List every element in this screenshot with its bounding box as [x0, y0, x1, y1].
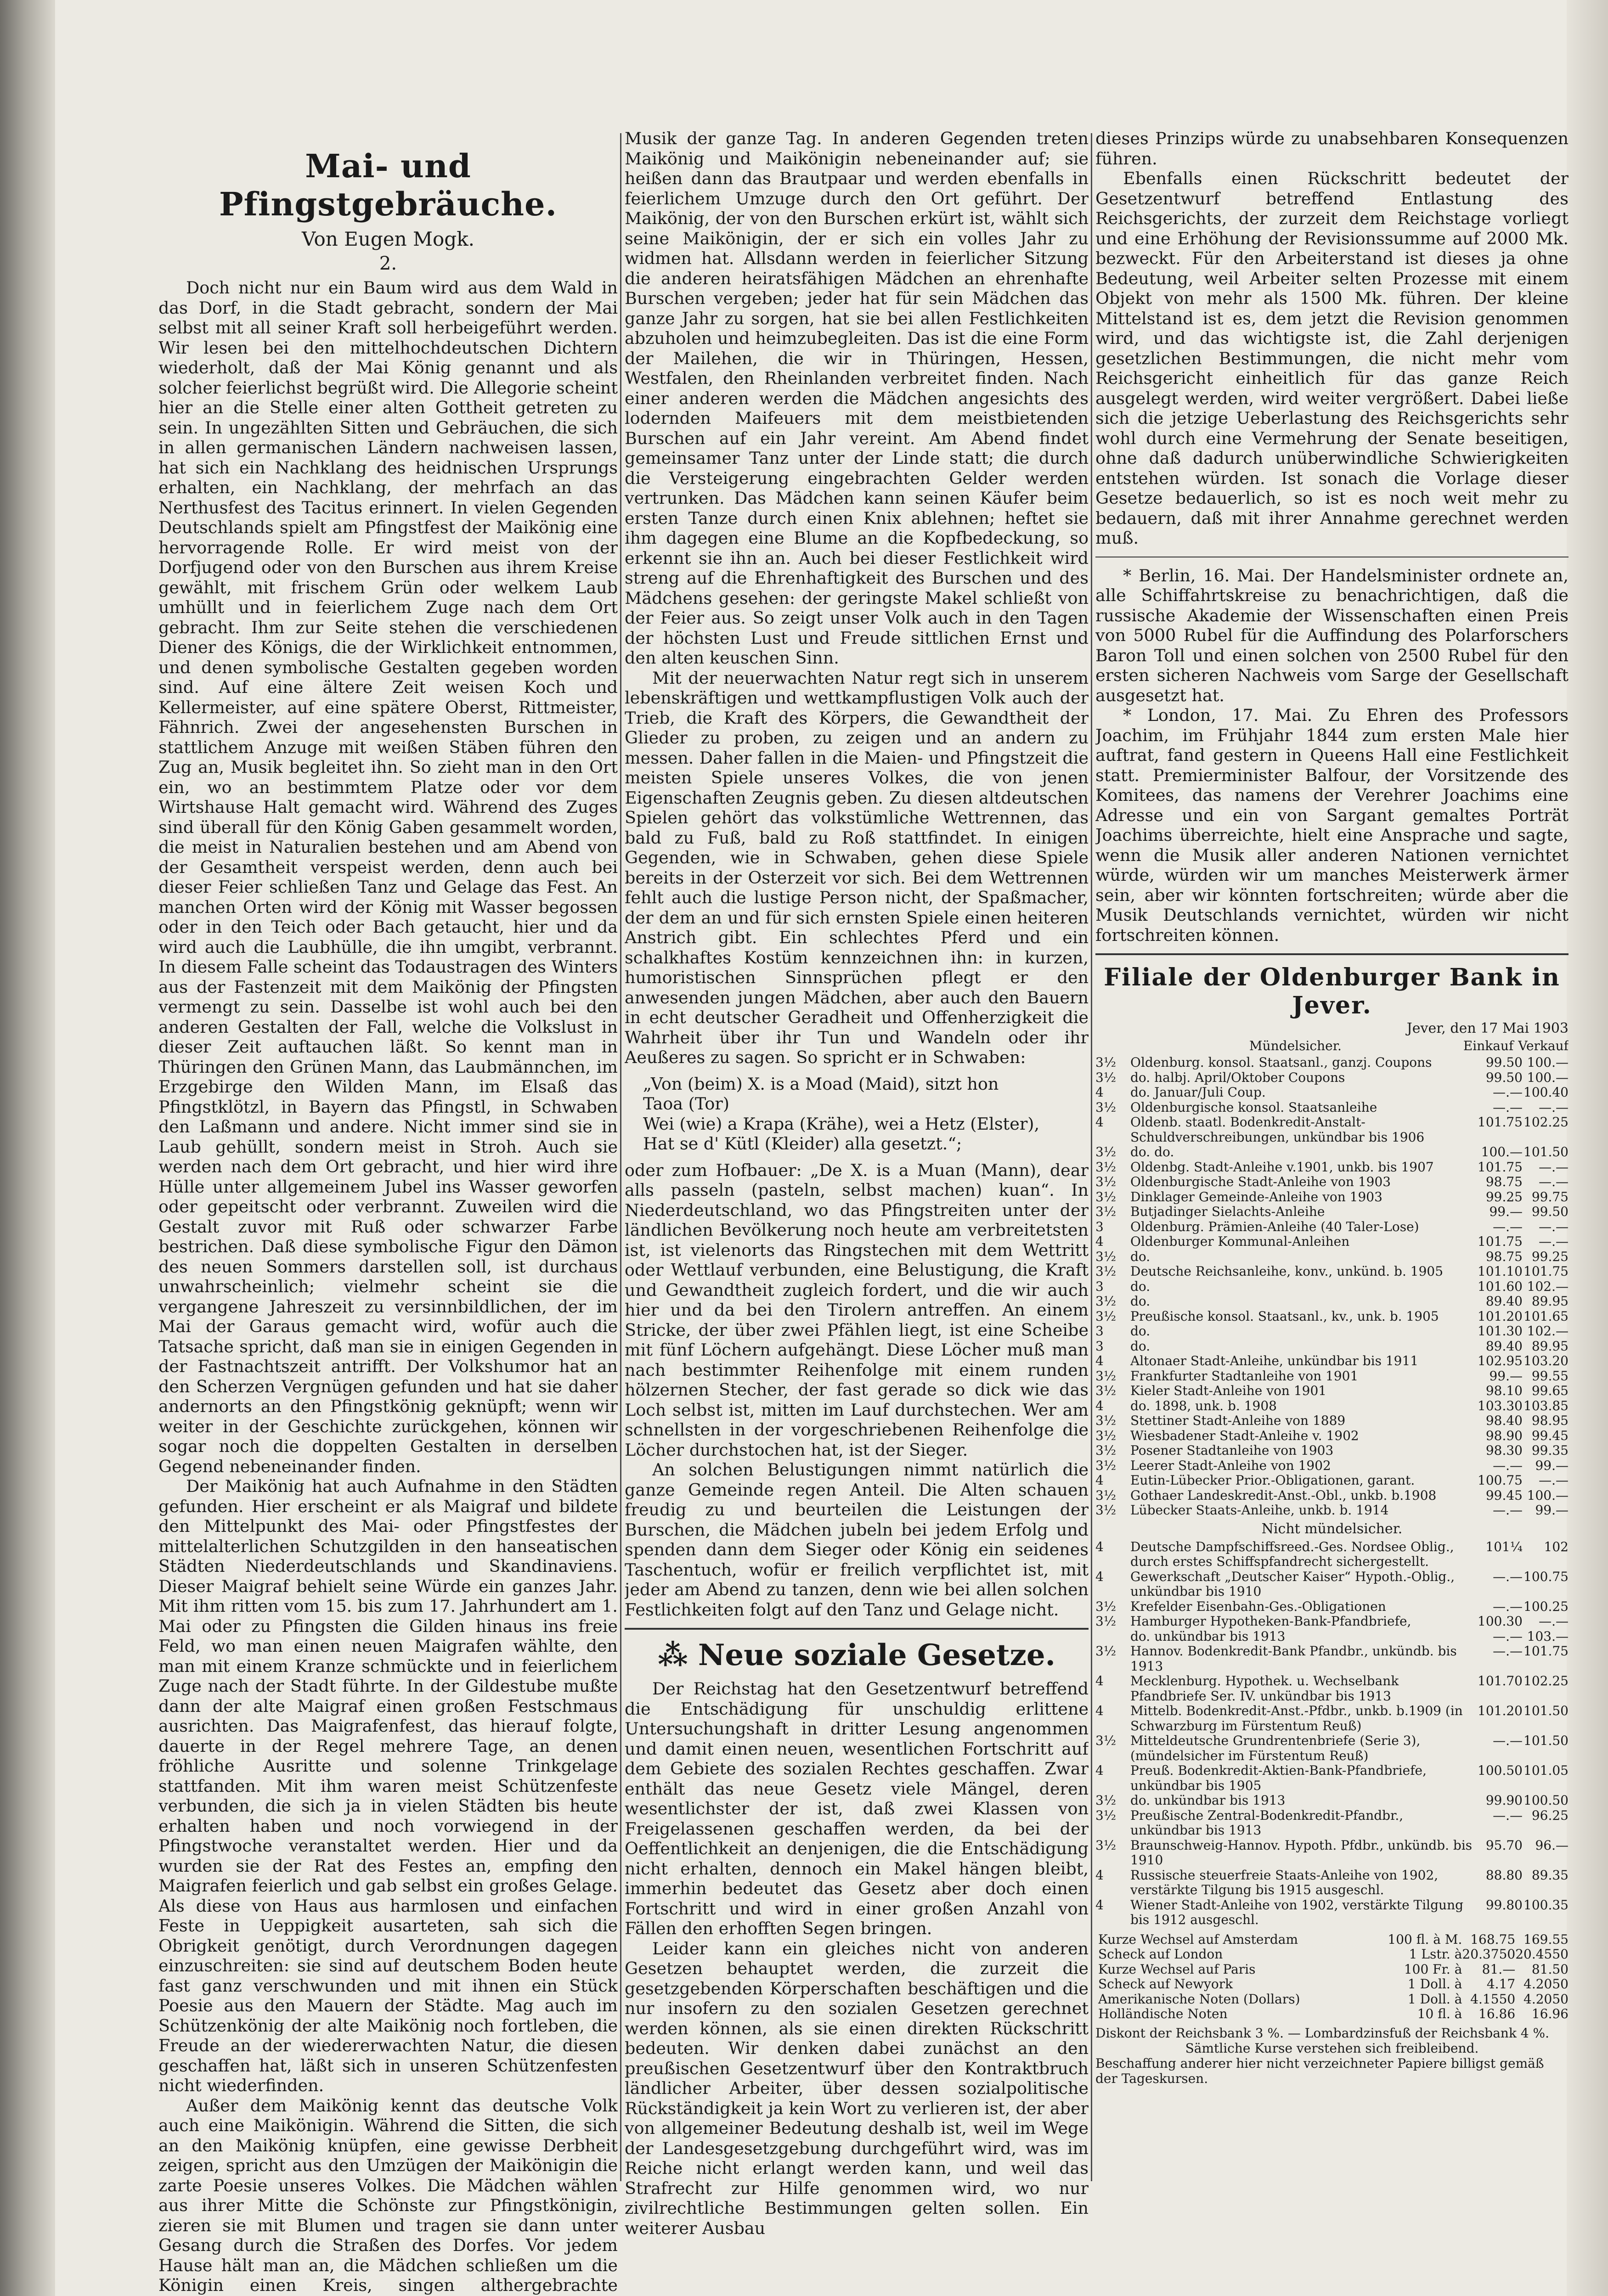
bond-buy: 100.30 [1478, 1614, 1523, 1629]
bank-footnotes [1095, 2026, 1569, 2086]
bond-row [1095, 1898, 1569, 1928]
bond-row [1095, 1100, 1569, 1115]
bond-buy: —.— [1493, 1628, 1523, 1644]
bond-buy: 99.— [1489, 1204, 1523, 1219]
bond-row [1095, 1324, 1569, 1339]
bond-row [1095, 1733, 1569, 1763]
bond-rate: 4 [1095, 1867, 1104, 1883]
bond-name: Braunschweig-Hannov. Hypoth. Pfdbr., unkündb. bis 1910 [1130, 1837, 1473, 1868]
bond-name: Preuß. Bodenkredit-Aktien-Bank-Pfandbriefe, unkündbar bis 1905 [1130, 1763, 1427, 1793]
bond-sell: 89.35 [1531, 1867, 1569, 1883]
bond-row [1095, 1055, 1569, 1070]
bond-sell: 103.— [1527, 1628, 1569, 1644]
bond-name: do. unkündbar bis 1913 [1130, 1793, 1286, 1808]
bond-row [1095, 1599, 1569, 1615]
bond-buy: 99.25 [1485, 1189, 1523, 1204]
bank-separator [1095, 953, 1569, 955]
bond-rate: 3½ [1095, 1443, 1116, 1458]
article-paragraph: Ebenfalls einen Rückschritt bedeutet der Gesetzentwurf betreffend Entlastung des Reichsgerichts, der zurzeit dem Reichstage vorliegt und eine Erhöhung der Revisionssumme auf 2000 Mk. bezweckt. Für den Arbeiterstand ist dieses ja ohne Bedeutung, weil Arbeiter selten Prozesse mit einem Objekt von mehr als 1500 Mk. führen. Der kleine Mittelstand ist es, dem jetzt die Revision genommen wird, und das wichtigste ist, die Zahl derjenigen gesetzlichen Bestimmungen, die nicht mehr vom Reichsgericht einheitlich für das ganze Reich ausgelegt werden, wird weiter vergrößert. Dabei ließe sich die jetzige Ueberlastung des Reichsgerichts sehr wohl durch eine Vermehrung der Senate beseitigen, ohne daß dadurch unüberwindliche Schwierigkeiten entstehen würden. Ist sonach die Vorlage dieser Gesetze bedauerlich, so ist es noch weit mehr zu bedauern, daß mit ihrer Annahme gerechnet werden muß. [1095, 169, 1569, 548]
bond-name: Dinklager Gemeinde-Anleihe von 1903 [1130, 1189, 1382, 1204]
article-part-number: 2. [379, 253, 397, 274]
bond-sell: 99.65 [1531, 1383, 1569, 1398]
bond-sell: 96.— [1535, 1837, 1569, 1853]
bond-rate: 3½ [1095, 1055, 1116, 1070]
bond-buy: 89.40 [1485, 1294, 1523, 1309]
bond-row [1095, 1354, 1569, 1369]
bond-sell: 98.95 [1531, 1413, 1569, 1428]
bond-row [1095, 1793, 1569, 1808]
bond-row [1095, 1085, 1569, 1100]
bond-rate: 3½ [1095, 1458, 1116, 1473]
bond-sell: 102.— [1527, 1323, 1569, 1339]
bond-name: Preußische konsol. Staatsanl., kv., unk. b. 1905 [1130, 1308, 1439, 1324]
bond-rate: 3½ [1095, 1383, 1116, 1398]
bond-rate: 3½ [1095, 1174, 1116, 1189]
bond-rate: 3½ [1095, 1413, 1116, 1428]
bond-row [1095, 1413, 1569, 1429]
section-label-nicht-muendelsicher: Nicht mündelsicher. [1261, 1520, 1403, 1537]
bond-sell: 89.95 [1531, 1294, 1569, 1309]
bond-name: Gothaer Landeskredit-Anst.-Obl., unkb. b.1908 [1130, 1487, 1437, 1503]
exchange-row [1095, 1962, 1569, 1977]
bond-sell: 101.75 [1523, 1264, 1569, 1279]
bond-buy: 98.30 [1485, 1443, 1523, 1458]
bond-row [1095, 1838, 1569, 1868]
bond-name: Russische steuerfreie Staats-Anleihe von 1902, verstärkte Tilgung bis 1915 ausgeschl. [1130, 1867, 1439, 1897]
footnote-discount: Diskont der Reichsbank 3 %. — Lombardzinsfuß der Reichsbank 4 %. [1095, 2025, 1550, 2041]
bond-row [1095, 1704, 1569, 1733]
bond-name: Mitteldeutsche Grundrentenbriefe (Serie 3), (mündelsicher im Fürstentum Reuß) [1130, 1733, 1421, 1763]
bond-sell: —.— [1539, 1473, 1569, 1488]
column-2 [625, 129, 1089, 2238]
bond-sell: 100.— [1527, 1487, 1569, 1503]
bond-name: Hamburger Hypotheken-Bank-Pfandbriefe, [1130, 1614, 1411, 1629]
bond-rate: 3 [1095, 1278, 1104, 1294]
bond-rate: 3 [1095, 1338, 1104, 1354]
bond-row [1095, 1309, 1569, 1324]
bond-rate: 3½ [1095, 1294, 1116, 1309]
bond-row [1095, 1249, 1569, 1265]
bond-buy: 101.20 [1478, 1703, 1523, 1718]
bond-rate: 3½ [1095, 1099, 1116, 1115]
bond-rate: 3½ [1095, 1807, 1116, 1823]
page-edge-right [1567, 0, 1608, 2296]
bond-name: do. halbj. April/Oktober Coupons [1130, 1069, 1345, 1085]
bond-sell: 100.75 [1523, 1569, 1569, 1584]
bond-row [1095, 1145, 1569, 1160]
bond-name: Eutin-Lübecker Prior.-Obligationen, garant. [1130, 1473, 1415, 1488]
bond-rate: 3½ [1095, 1144, 1116, 1159]
exchange-label: Kurze Wechsel auf Paris [1098, 1961, 1256, 1977]
bond-table-nicht-muendelsicher [1095, 1540, 1569, 1928]
bond-row [1095, 1488, 1569, 1503]
bond-rate: 3½ [1095, 1643, 1116, 1659]
bond-sell: 101.50 [1523, 1733, 1569, 1748]
bond-sell: 99.55 [1531, 1368, 1569, 1384]
bond-sell: 99.45 [1531, 1428, 1569, 1443]
bond-rate: 3½ [1095, 1614, 1116, 1629]
bond-sell: —.— [1539, 1159, 1569, 1175]
bond-buy: 99.80 [1485, 1897, 1523, 1913]
exchange-unit: 10 fl. à [1417, 2006, 1462, 2021]
exchange-unit: 1 Doll. à [1407, 1991, 1462, 2007]
bond-rate: 3 [1095, 1219, 1104, 1234]
bond-rate: 3½ [1095, 1598, 1116, 1614]
bond-sell: 102.25 [1523, 1673, 1569, 1688]
bond-name: Oldenburg. konsol. Staatsanl., ganzj. Coupons [1130, 1055, 1432, 1070]
bond-sell: —.— [1539, 1099, 1569, 1115]
bond-buy: 98.75 [1485, 1249, 1523, 1264]
bond-buy: 100.75 [1478, 1473, 1523, 1488]
bond-buy: 101.30 [1478, 1323, 1523, 1339]
bond-buy: 98.90 [1485, 1428, 1523, 1443]
bank-date: Jever, den 17 Mai 1903 [1406, 1020, 1569, 1036]
exchange-label: Scheck auf Newyork [1098, 1976, 1233, 1992]
bond-rate: 3½ [1095, 1837, 1116, 1853]
bond-name: Gewerkschaft „Deutscher Kaiser“ Hypoth.-Oblig., unkündbar bis 1910 [1130, 1569, 1455, 1599]
exchange-label: Scheck auf London [1098, 1947, 1223, 1962]
bond-rate: 4 [1095, 1569, 1104, 1584]
bond-row [1095, 1115, 1569, 1145]
bond-sell: —.— [1539, 1219, 1569, 1234]
bond-rate: 3½ [1095, 1733, 1116, 1748]
bond-buy: —.— [1493, 1598, 1523, 1614]
bond-name: Mittelb. Bodenkredit-Anst.-Pfdbr., unkb. b.1909 (in Schwarzburg im Fürstentum Reuß) [1130, 1703, 1463, 1733]
bond-row [1095, 1369, 1569, 1384]
bond-row [1095, 1234, 1569, 1249]
bond-name: Oldenbg. Stadt-Anleihe v.1901, unkb. bis 1907 [1130, 1159, 1434, 1175]
bank-title: Filiale der Oldenburger Bank in Jever. [1104, 963, 1560, 1019]
bond-rate: 4 [1095, 1398, 1104, 1413]
exchange-sell: 4.2050 [1523, 1976, 1569, 1992]
bond-row [1095, 1868, 1569, 1898]
column-3 [1095, 129, 1569, 2086]
bond-buy: —.— [1493, 1807, 1523, 1823]
article-paragraph: Leider kann ein gleiches nicht von anderen Gesetzen behauptet werden, die zurzeit die gesetzgebenden Körperschaften beschäftigen und die nur insofern zu den sozialen Gesetzen gerechnet werden können, als sie einen direkten Rückschritt bedeuten. Wir denken dabei zunächst an den preußischen Gesetzentwurf über den Kontraktbruch ländlicher Arbeiter, über dessen sozialpolitische Rückständigkeit ja kein Wort zu verlieren ist, der aber von allgemeiner Bedeutung deshalb ist, weil im Wege der Landesgesetzgebung durchgeführt wird, was im Reiche nicht erlangt werden kann, und weil das Strafrecht zur Hilfe genommen wird, wo nur zivilrechtliche Bestimmungen gelten sollen. Ein weiterer Ausbau [625, 1938, 1089, 2238]
col-buy-label: Einkauf [1463, 1038, 1514, 1053]
article-title-soziale-gesetze: ⁂ Neue soziale Gesetze. [658, 1638, 1055, 1672]
exchange-buy: 4.17 [1486, 1976, 1516, 1992]
bond-buy: —.— [1493, 1085, 1523, 1100]
bond-sell: 99.— [1535, 1503, 1569, 1518]
bond-sell: 99.50 [1531, 1204, 1569, 1219]
bond-buy: 101.20 [1478, 1308, 1523, 1324]
bond-buy: 100.— [1481, 1144, 1523, 1159]
bond-row [1095, 1339, 1569, 1354]
article-paragraph: oder zum Hofbauer: „De X. is a Muan (Mann), dear alls passeln (pasteln, selbst machen) kuan“. In Niederdeutschland, wo das Pfingstreiten unter der ländlichen Bevölkerung noch heute am verbreitetsten ist, ist vielenorts das Ringstechen mit dem Wettritt oder Wettlauf verbunden, eine Belustigung, die Kraft und Gewandtheit zugleich fordert, und die wir auch hier und da bei den Tirolern antreffen. An einem Stricke, der über zwei Pfählen liegt, ist eine Scheibe mit fünf Löchern aufgehängt. Diese Löcher muß man nach bestimmter Reihenfolge mit einem runden hölzernen Stecher, der fast gerade so dick wie das Loch selbst ist, mitten im Lauf durchstechen. Wer am schnellsten in der vorgeschriebenen Reihenfolge die Löcher durchstochen hat, ist der Sieger. [625, 1160, 1089, 1460]
bond-rate: 4 [1095, 1763, 1104, 1778]
bond-name: Preußische Zentral-Bodenkredit-Pfandbr., unkündbar bis 1913 [1130, 1807, 1404, 1838]
article-paragraph: Der Reichstag hat den Gesetzentwurf betreffend die Entschädigung für unschuldig erlittene Untersuchungshaft in dritter Lesung angenommen und damit einen neuen, wesentlichen Fortschritt auf dem Gebiete des sozialen Rechtes geschaffen. Zwar enthält das neue Gesetz viele Mängel, deren wesentlichster der ist, daß zwei Klassen von Freigelassenen geschaffen werden, da bei der Oeffentlichkeit an denjenigen, die die Entschädigung nicht erhalten, dennoch ein Makel hängen bleibt, immerhin bedeutet das Gesetz aber doch einen Fortschritt und wird in einer großen Anzahl von Fällen den erhofften Segen bringen. [625, 1679, 1089, 1938]
bond-name: Wiesbadener Stadt-Anleihe v. 1902 [1130, 1428, 1359, 1443]
bond-rate: 3½ [1095, 1503, 1116, 1518]
bond-buy: 99.90 [1485, 1793, 1523, 1808]
bond-row [1095, 1644, 1569, 1674]
bond-buy: 101.75 [1478, 1114, 1523, 1130]
bond-name: Frankfurter Stadtanleihe von 1901 [1130, 1368, 1359, 1384]
bond-sell: 100.— [1527, 1055, 1569, 1070]
exchange-sell: 4.2050 [1523, 1991, 1569, 2007]
bond-rate: 4 [1095, 1085, 1104, 1100]
bond-sell: 96.25 [1531, 1807, 1569, 1823]
bond-sell: 99.35 [1531, 1443, 1569, 1458]
column-1 [158, 129, 618, 2296]
bond-name: do. do. [1130, 1144, 1174, 1159]
bond-sell: 101.50 [1523, 1144, 1569, 1159]
bond-row [1095, 1503, 1569, 1518]
footnote-beschaffung: Beschaffung anderer hier nicht verzeichneter Papiere billigst gemäß der Tageskursen. [1095, 2055, 1544, 2086]
bond-rate: 4 [1095, 1897, 1104, 1913]
bond-sell: 103.85 [1523, 1398, 1569, 1413]
bond-name: Stettiner Stadt-Anleihe von 1889 [1130, 1413, 1346, 1428]
article-paragraph: Musik der ganze Tag. In anderen Gegenden treten Maikönig und Maikönigin nebeneinander auf; sie heißen dann das Brautpaar und werden ebenfalls in feierlichem Umzuge durch den Ort geführt. Der Maikönig, der von den Burschen erkürt ist, wählt sich seine Maikönigin, der er sich ein volles Jahr zu widmen hat. Allsdann werden in feierlicher Sitzung die anderen heiratsfähigen Mädchen an ehrenhafte Burschen vergeben; jeder hat für sein Mädchen das ganze Jahr zu sorgen, hat sie bei allen Festlichkeiten abzuholen und heimzubegleiten. Das ist die eine Form der Mailehen, die wir in Thüringen, Hessen, Westfalen, den Rheinlanden verbreitet finden. Nach einer anderen werden die Mädchen angesichts des lodernden Maifeuers mit dem meistbietenden Burschen auf ein Jahr vereint. Am Abend findet gemeinsamer Tanz unter der Linde statt; die durch die Versteigerung eingebrachten Gelder werden vertrunken. Das Mädchen kann seinen Käufer beim ersten Tanze durch einen Knix ablehnen; heftet sie ihm dagegen eine Blume an die Kopfbedeckung, so erkennt sie ihn an. Auch bei dieser Festlichkeit wird streng auf die Ehrenhaftigkeit des Burschen und des Mädchens gesehen: der geringste Makel schließt von der Feier aus. So zeigt unser Volk auch in den Tagen der höchsten Lust und Freude sittlichen Ernst und den alten keuschen Sinn. [625, 129, 1089, 668]
exchange-label: Holländische Noten [1098, 2006, 1228, 2021]
bond-rate: 4 [1095, 1703, 1104, 1718]
bond-name: Krefelder Eisenbahn-Ges.-Obligationen [1130, 1598, 1386, 1614]
bond-name: do. [1130, 1278, 1151, 1294]
bond-buy: 101¼ [1485, 1539, 1523, 1554]
bond-buy: 101.10 [1478, 1264, 1523, 1279]
section-label-muendelsicher: Mündelsicher. [1249, 1038, 1342, 1053]
col-sell-label: Verkauf [1518, 1038, 1569, 1053]
page-gutter-left [0, 0, 55, 2296]
bond-sell: —.— [1539, 1234, 1569, 1249]
bond-buy: 99.50 [1485, 1055, 1523, 1070]
bond-sell: 100.50 [1523, 1793, 1569, 1808]
exchange-buy: 20.3750 [1462, 1947, 1516, 1962]
bond-name: Hannov. Bodenkredit-Bank Pfandbr., unkündb. bis 1913 [1130, 1643, 1457, 1674]
bond-name: Deutsche Dampfschiffsreed.-Ges. Nordsee Oblig., durch erstes Schiffspfandrecht sichergestellt. [1130, 1539, 1454, 1569]
bond-buy: 100.50 [1478, 1763, 1523, 1778]
dialect-verse: „Von (beim) X. is a Moad (Maid), sitzt hon Taoa (Tor) Wei (wie) a Krapa (Krähe), wei a Hetz (Elster), Hat se d' Kütl (Kleider) alla gesetzt.“; [643, 1074, 1040, 1154]
bond-rate: 4 [1095, 1673, 1104, 1688]
bond-row [1095, 1570, 1569, 1599]
bond-buy: 101.75 [1478, 1159, 1523, 1175]
bond-row [1095, 1540, 1569, 1570]
bond-buy: 89.40 [1485, 1338, 1523, 1354]
news-item-london: * London, 17. Mai. Zu Ehren des Professors Joachim, im Frühjahr 1844 zum ersten Male hier auftrat, fand gestern in Queens Hall eine Festlichkeit statt. Premierminister Balfour, der Vorsitzende des Komitees, das namens der Verehrer Joachims eine Adresse und ein von Sargant gemaltes Porträt Joachims überreichte, hielt eine Ansprache und sagte, wenn die Musik aller anderen Nationen vernichtet würde, würden wir um manches Meisterwerk ärmer sein, aber wir könnten fortschreiten; würde aber die Musik Deutschlands vernichtet, würden wir nicht fortschreiten können. [1095, 705, 1569, 945]
bond-row [1095, 1458, 1569, 1474]
article-paragraph: Der Maikönig hat auch Aufnahme in den Städten gefunden. Hier erscheint er als Maigraf und bildete den Mittelpunkt des Mai- oder Pfingstfestes der mittelalterlichen Schutzgilden in den hanseatischen Städten Niederdeutschlands und Skandinaviens. Dieser Maigraf behielt seine Würde ein ganzes Jahr. Mit ihm ritten vom 15. bis zum 17. Jahrhundert am 1. Mai oder zu Pfingsten die Gilden hinaus ins freie Feld, wo man einen neuen Maigrafen wählte, den man mit einem Kranze schmückte und in feierlichem Zuge nach der Stadt führte. In der Gildestube mußte dann der alte Maigraf einen großen Festschmaus ausrichten. Das Maigrafenfest, das hierauf folgte, dauerte in der Regel mehrere Tage, an denen fröhliche Ausritte und solenne Trinkgelage stattfanden. Mit ihm waren meist Schützenfeste verbunden, die sich ja in vielen Städten bis heute erhalten haben und noch vorwiegend in der Pfingstwoche veranstaltet werden. Hier und da wurden sie der Rat des Festes an, empfing den Maigrafen feierlich und gab selbst ein großes Gelage. Als diese von Haus aus harmlosen und einfachen Feste in Ueppigkeit ausarteten, sah sich die Obrigkeit genötigt, durch Verordnungen dagegen einzuschreiten: sie sind auf deutschem Boden heute fast ganz verschwunden und mit ihnen ein Stück Poesie aus den Mauern der Städte. Mag auch im Schützenkönig der alte Maikönig noch fortleben, die Freude an der wiedererwachten Natur, die diesen geschaffen hat, läßt sich in unseren Schützenfesten nicht wiederfinden. [158, 1476, 618, 2095]
bond-name: Oldenburgische Stadt-Anleihe von 1903 [1130, 1174, 1391, 1189]
bond-row [1095, 1384, 1569, 1399]
bond-name: do. [1130, 1249, 1151, 1264]
bond-rate: 3½ [1095, 1308, 1116, 1324]
bond-sell: 100.25 [1523, 1598, 1569, 1614]
exchange-label: Kurze Wechsel auf Amsterdam [1098, 1931, 1298, 1947]
article-paragraph: dieses Prinzips würde zu unabsehbaren Konsequenzen führen. [1095, 129, 1569, 169]
bond-rate: 3½ [1095, 1428, 1116, 1443]
bank-quotes [1095, 963, 1569, 2086]
bond-buy: 98.10 [1485, 1383, 1523, 1398]
bond-buy: 101.70 [1478, 1673, 1523, 1688]
bond-name: Wiener Stadt-Anleihe von 1902, verstärkte Tilgung bis 1912 ausgeschl. [1130, 1897, 1464, 1927]
bank-column-headers [1095, 1038, 1569, 1053]
bond-name: Deutsche Reichsanleihe, konv., unkünd. b. 1905 [1130, 1264, 1444, 1279]
exchange-buy: 168.75 [1470, 1931, 1516, 1947]
bond-row [1095, 1294, 1569, 1309]
bond-sell: 101.50 [1523, 1703, 1569, 1718]
bond-sell: —.— [1539, 1174, 1569, 1189]
bond-name: Posener Stadtanleihe von 1903 [1130, 1443, 1334, 1458]
bond-rate: 3½ [1095, 1368, 1116, 1384]
bond-row [1095, 1175, 1569, 1190]
bond-sell: 102 [1544, 1539, 1569, 1554]
bond-row [1095, 1808, 1569, 1838]
bond-rate: 4 [1095, 1234, 1104, 1249]
bond-sell: 101.05 [1523, 1763, 1569, 1778]
exchange-unit: 1 Doll. à [1407, 1976, 1462, 1992]
bond-name: Leerer Stadt-Anleihe von 1902 [1130, 1458, 1331, 1473]
exchange-sell: 169.55 [1523, 1931, 1569, 1947]
bond-rate: 3½ [1095, 1487, 1116, 1503]
article-separator [625, 1628, 1089, 1630]
bond-name: do. [1130, 1323, 1151, 1339]
bond-sell: 99.— [1535, 1458, 1569, 1473]
bond-buy: 88.80 [1485, 1867, 1523, 1883]
exchange-sell: 16.96 [1531, 2006, 1569, 2021]
bond-row [1095, 1763, 1569, 1793]
bond-buy: 99.50 [1485, 1069, 1523, 1085]
bond-rate: 4 [1095, 1353, 1104, 1368]
bond-row [1095, 1443, 1569, 1458]
bond-name: do. unkündbar bis 1913 [1130, 1628, 1286, 1644]
bond-name: Kieler Stadt-Anleihe von 1901 [1130, 1383, 1327, 1398]
footnote-freibleibend: Sämtliche Kurse verstehen sich freibleibend. [1185, 2040, 1479, 2056]
bond-rate: 3½ [1095, 1189, 1116, 1204]
bond-name: do. Januar/Juli Coup. [1130, 1085, 1266, 1100]
bond-rate: 3½ [1095, 1249, 1116, 1264]
bond-buy: —.— [1493, 1643, 1523, 1659]
bond-rate: 3 [1095, 1323, 1104, 1339]
bond-row [1095, 1629, 1569, 1644]
article-paragraph: Außer dem Maikönig kennt das deutsche Volk auch eine Maikönigin. Während die Sitten, die sich an den Maikönig knüpfen, eine gewisse Derbheit zeigen, spricht aus den Umzügen der Maikönigin die zarte Poesie unseres Volkes. Die Mädchen wählen aus ihrer Mitte die Schönste zur Pfingstkönigin, zieren sie mit Blumen und tragen sie dann unter Gesang durch die Straßen des Dorfes. Vor jedem Hause hält man an, die Mädchen schließen um die Königin einen Kreis, singen althergebrachte [158, 2095, 618, 2295]
bond-row [1095, 1429, 1569, 1444]
bond-buy: —.— [1493, 1503, 1523, 1518]
exchange-buy: 81.— [1482, 1961, 1516, 1977]
bond-rate: 4 [1095, 1473, 1104, 1488]
bond-sell: 99.25 [1531, 1249, 1569, 1264]
bond-row [1095, 1674, 1569, 1704]
bond-buy: 98.75 [1485, 1174, 1523, 1189]
article-paragraph: Mit der neuerwachten Natur regt sich in unserem lebenskräftigen und wettkampflustigen Volk auch der Trieb, die Kraft des Körpers, die Gewandtheit der Glieder zu proben, zu zeigen und an andern zu messen. Daher fallen in die Maien- und Pfingstzeit die meisten Spiele unseres Volkes, die von jenen Eigenschaften Zeugnis geben. Zu diesen altdeutschen Spielen gehört das volkstümliche Wettrennen, das bald zu Fuß, bald zu Roß stattfindet. In einigen Gegenden, wie in Schwaben, gehen diese Spiele bereits in der Osterzeit vor sich. Bei dem Wettrennen fehlt auch die lustige Person nicht, der Spaßmacher, der dem an und für sich ernsten Spiele einen heiteren Anstrich gibt. Ein schlechtes Pferd und ein schalkhaftes Kostüm kennzeichnen ihn: in kurzen, humoristischen Sinnsprüchen pflegt er den anwesenden jungen Mädchen, aber auch den Bauern in echt deutscher Geradheit und Offenherzigkeit die Wahrheit über ihr Tun und Wandeln oder ihr Aeußeres zu sagen. So spricht er in Schwaben: [625, 668, 1089, 1067]
bond-name: Mecklenburg. Hypothek. u. Wechselbank Pfandbriefe Ser. IV. unkündbar bis 1913 [1130, 1673, 1399, 1704]
bond-rate: 4 [1095, 1539, 1104, 1554]
bond-buy: 99.45 [1485, 1487, 1523, 1503]
bond-sell: 102.25 [1523, 1114, 1569, 1130]
bond-sell: 103.20 [1523, 1353, 1569, 1368]
exchange-label: Amerikanische Noten (Dollars) [1098, 1991, 1300, 2007]
bond-row [1095, 1264, 1569, 1279]
bond-row [1095, 1399, 1569, 1414]
bond-buy: —.— [1493, 1569, 1523, 1584]
exchange-row [1095, 1947, 1569, 1962]
bond-rate: 4 [1095, 1114, 1104, 1130]
bond-sell: 89.95 [1531, 1338, 1569, 1354]
bond-name: Oldenburger Kommunal-Anleihen [1130, 1234, 1350, 1249]
bond-rate: 3½ [1095, 1159, 1116, 1175]
bond-name: do. [1130, 1294, 1151, 1309]
bond-row [1095, 1220, 1569, 1235]
bond-name: Lübecker Staats-Anleihe, unkb. b. 1914 [1130, 1503, 1389, 1518]
bond-table-muendelsicher [1095, 1055, 1569, 1518]
column-rule-1 [620, 133, 621, 2181]
bond-sell: 101.75 [1523, 1643, 1569, 1659]
article-paragraph: An solchen Belustigungen nimmt natürlich die ganze Gemeinde regen Anteil. Die Alten schauen freudig zu und beurteilen die Leistungen der Burschen, die Mädchen jubeln bei jedem Erfolg und spenden dann dem Sieger oder König ein seidenes Taschentuch, wofür er freilich verpflichtet ist, mit jeder am Abend zu tanzen, denn wie bei allen solchen Festlichkeiten folgt auf den Tanz und Gelage nicht. [625, 1460, 1089, 1620]
exchange-table [1095, 1932, 1569, 2022]
bond-sell: 101.65 [1523, 1308, 1569, 1324]
bond-buy: 101.60 [1478, 1278, 1523, 1294]
bond-sell: 100.40 [1523, 1085, 1569, 1100]
exchange-buy: 4.1550 [1470, 1991, 1516, 2007]
bond-row [1095, 1160, 1569, 1175]
exchange-unit: 1 Lstr. à [1409, 1947, 1462, 1962]
bond-rate: 3½ [1095, 1264, 1116, 1279]
bond-row [1095, 1190, 1569, 1205]
bond-sell: 99.75 [1531, 1189, 1569, 1204]
bond-rate: 3½ [1095, 1204, 1116, 1219]
article-byline: Von Eugen Mogk. [302, 228, 474, 250]
bond-name: do. 1898, unk. b. 1908 [1130, 1398, 1277, 1413]
bond-row [1095, 1204, 1569, 1220]
bond-row [1095, 1473, 1569, 1488]
bond-buy: 102.95 [1478, 1353, 1523, 1368]
exchange-row [1095, 1977, 1569, 1992]
bond-buy: 98.40 [1485, 1413, 1523, 1428]
bond-row [1095, 1070, 1569, 1086]
exchange-row [1095, 2007, 1569, 2022]
bond-buy: 101.75 [1478, 1234, 1523, 1249]
bond-buy: 103.30 [1478, 1398, 1523, 1413]
article-title-mai-pfingst: Mai- und Pfingstgebräuche. [219, 147, 557, 223]
news-item-berlin: * Berlin, 16. Mai. Der Handelsminister ordnete an, alle Schiffahrtskreise zu benachrichtigen, daß die russische Akademie der Wissenschaften einen Preis von 5000 Rubel für die Auffindung des Polarforschers Baron Toll und einen solchen von 2500 Rubel für den ersten sicheren Nachweis vom Sarge der Gesellschaft ausgesetzt hat. [1095, 565, 1569, 705]
bond-rate: 3½ [1095, 1793, 1116, 1808]
exchange-sell: 81.50 [1531, 1961, 1569, 1977]
bond-name: Altonaer Stadt-Anleihe, unkündbar bis 1911 [1130, 1353, 1419, 1368]
bond-buy: 95.70 [1485, 1837, 1523, 1853]
bond-buy: 99.— [1489, 1368, 1523, 1384]
bond-sell: —.— [1539, 1614, 1569, 1629]
exchange-row [1095, 1992, 1569, 2007]
bond-name: Oldenburg. Prämien-Anleihe (40 Taler-Lose) [1130, 1219, 1419, 1234]
exchange-unit: 100 fl. à M. [1388, 1931, 1462, 1947]
bond-name: Butjadinger Sielachts-Anleihe [1130, 1204, 1325, 1219]
bond-buy: —.— [1493, 1733, 1523, 1748]
bond-row [1095, 1279, 1569, 1294]
exchange-unit: 100 Fr. à [1404, 1961, 1462, 1977]
bond-name: do. [1130, 1338, 1151, 1354]
bond-rate [1095, 1629, 1128, 1644]
bond-sell: 100.— [1527, 1069, 1569, 1085]
bond-sell: 100.35 [1523, 1897, 1569, 1913]
exchange-buy: 16.86 [1478, 2006, 1516, 2021]
bond-name: Oldenburgische konsol. Staatsanleihe [1130, 1099, 1377, 1115]
article-paragraph: Doch nicht nur ein Baum wird aus dem Wald in das Dorf, in die Stadt gebracht, sondern der Mai selbst mit all seiner Kraft soll herbeigeführt werden. Wir lesen bei den mittelhochdeutschen Dichtern wiederholt, daß der Mai König genannt und als solcher feierlichst begrüßt wird. Die Allegorie scheint hier an die Stelle einer alten Gottheit getreten zu sein. In ungezählten Sitten und Gebräuchen, die sich in allen germanischen Ländern nachweisen lassen, hat sich ein Nachklang des heidnischen Ursprungs erhalten, ein Nachklang, der mehrfach an das Nerthusfest des Tacitus erinnert. In vielen Gegenden Deutschlands spielt am Pfingstfest der Maikönig eine hervorragende Rolle. Er wird meist von der Dorfjugend oder von den Burschen aus ihrem Kreise gewählt, mit frischem Grün oder welkem Laub umhüllt und in feierlichem Zuge nach dem Ort gebracht. Ihm zur Seite stehen die verschiedenen Diener des Königs, die der Wirklichkeit entnommen, und denen symbolische Gestalten gegeben worden sind. Auf eine ältere Zeit weisen Koch und Kellermeister, auf eine spätere Oberst, Rittmeister, Fähnrich. Zwei der angesehensten Burschen in stattlichem Anzuge mit weißen Stäben führen den Zug an, Musik begleitet ihn. So zieht man in den Ort ein, wo an bestimmtem Platze oder vor dem Wirtshause Halt gemacht wird. Während des Zuges sind überall für den König Gaben gesammelt worden, die meist in Naturalien bestehen und am Abend von der Gesamtheit verspeist werden, denn auch bei dieser Feier schließen Tanz und Gelage das Fest. An manchen Orten wird der König mit Wasser begossen oder in den Teich oder Bach getaucht, hier und da wird auch die Laubhülle, die ihn umgibt, verbrannt. In diesem Falle scheint das Todaustragen des Winters aus der Fastenzeit mit dem Maikönig der Pfingsten vermengt zu sein. Dasselbe ist wohl auch bei den anderen Gestalten der Fall, welche die Volkslust in dieser Zeit auftauchen läßt. So kennt man in Thüringen den Grünen Mann, das Laubmännchen, im Erzgebirge den Wilden Mann, im Elsaß das Pfingstklötzl, in Bayern das Pfingstl, in Schwaben den Laßmann und andere. Nicht immer sind sie in Laub gehüllt, sondern meist in Stroh. Auch sie werden nach dem Ort gebracht, und hier wird ihre Hülle unter allgemeinem Jubel ins Wasser geworfen oder gepeitscht oder verbrannt. Zuweilen wird die Gestalt zuvor mit Ruß oder schwarzer Farbe bestrichen. Daß diese symbolische Figur den Dämon des neuen Sommers darstellen soll, ist durchaus unwahrscheinlich; vielmehr scheint sie die vergangene Jahreszeit zu versinnbildlichen, der im Mai der Garaus gemacht wird, wofür auch die Tatsache spricht, daß man sie in einigen Gegenden in der Fastnachtszeit antrifft. Der Volkshumor hat an den Scherzen Vergnügen gefunden und hat sie daher andernorts an den Pfingstkönig geknüpft; wenn wir weiter in der Geschichte zurückgehen, können wir sogar noch die doppelten Gestalten in derselben Gegend nebeneinander finden. [158, 278, 618, 1476]
bond-buy: —.— [1493, 1099, 1523, 1115]
column-rule-2 [1091, 133, 1092, 2181]
bond-sell: 102.— [1527, 1278, 1569, 1294]
bond-name: Oldenb. staatl. Bodenkredit-Anstalt-Schuldverschreibungen, unkündbar bis 1906 [1130, 1114, 1425, 1145]
bond-buy: —.— [1493, 1458, 1523, 1473]
exchange-sell: 20.4550 [1515, 1947, 1569, 1962]
exchange-row [1095, 1932, 1569, 1947]
bond-rate: 3½ [1095, 1069, 1116, 1085]
bond-buy: —.— [1493, 1219, 1523, 1234]
bond-row [1095, 1614, 1569, 1629]
